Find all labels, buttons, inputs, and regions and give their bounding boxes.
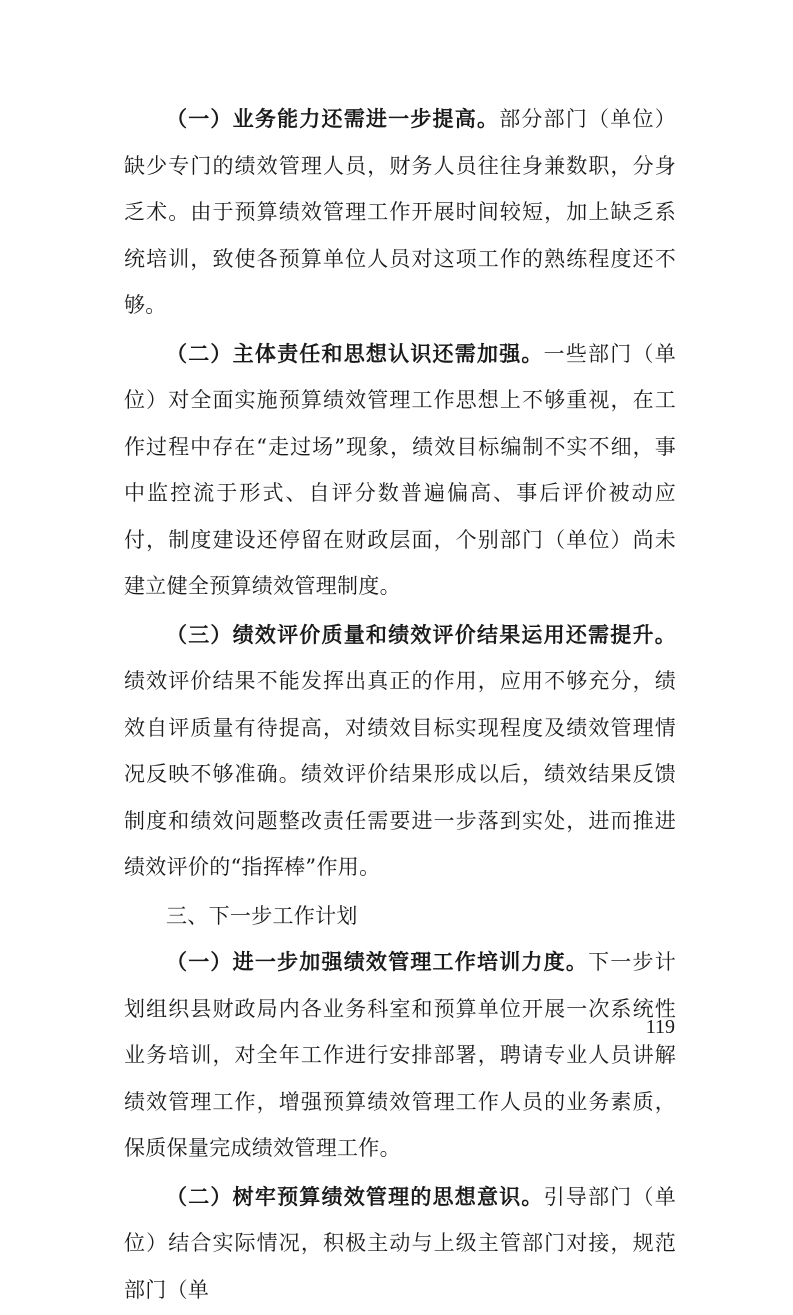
- document-page: [124, 96, 676, 1315]
- paragraph-body: 绩效评价结果不能发挥出真正的作用，应用不够充分，绩效自评质量有待提高，对绩效目标实现程度及绩效管理情况反映不够准确。绩效评价结果形成以后，绩效结果反馈制度和绩效问题整改责任需要进一步落到实处，进而推进绩效评价的“指挥棒”作用。: [124, 669, 676, 879]
- paragraph-body: 引导部门（单位）结合实际情况，积极主动与上级主管部门对接，规范部门（单: [124, 1184, 676, 1302]
- page-number: 119: [645, 1016, 675, 1038]
- paragraph-evaluation-quality: [124, 612, 676, 891]
- paragraph-body: 部分部门（单位）缺少专门的绩效管理人员，财务人员往往身兼数职，分身乏术。由于预算绩效管理工作开展时间较短，加上缺乏系统培训，致使各预算单位人员对这项工作的熟练程度还不够。: [124, 107, 676, 317]
- paragraph-lead: （一）进一步加强绩效管理工作培训力度。: [166, 950, 589, 974]
- paragraph-business-capability: [124, 96, 676, 329]
- paragraph-lead: （一）业务能力还需进一步提高。: [166, 107, 500, 131]
- paragraph-responsibility: [124, 331, 676, 610]
- paragraph-lead: （二）主体责任和思想认识还需加强。: [166, 341, 544, 366]
- paragraph-body: 下一步计划组织县财政局内各业务科室和预算单位开展一次系统性业务培训，对全年工作进行安排部署，聘请专业人员讲解绩效管理工作，增强预算绩效管理工作人员的业务素质，保质保量完成绩效管理工作。: [124, 950, 677, 1160]
- paragraph-body: 一些部门（单位）对全面实施预算绩效管理工作思想上不够重视，在工作过程中存在“走过场”现象，绩效目标编制不实不细，事中监控流于形式、自评分数普遍偏高、事后评价被动应付，制度建设还停留在财政层面，个别部门（单位）尚未建立健全预算绩效管理制度。: [124, 341, 676, 598]
- paragraph-lead: （二）树牢预算绩效管理的思想意识。: [166, 1184, 544, 1209]
- paragraph-training: [124, 939, 676, 1172]
- paragraph-lead: （三）绩效评价质量和绩效评价结果运用还需提升。: [166, 622, 676, 647]
- paragraph-awareness: [124, 1174, 676, 1314]
- section-heading: 三、下一步工作计划: [166, 903, 358, 928]
